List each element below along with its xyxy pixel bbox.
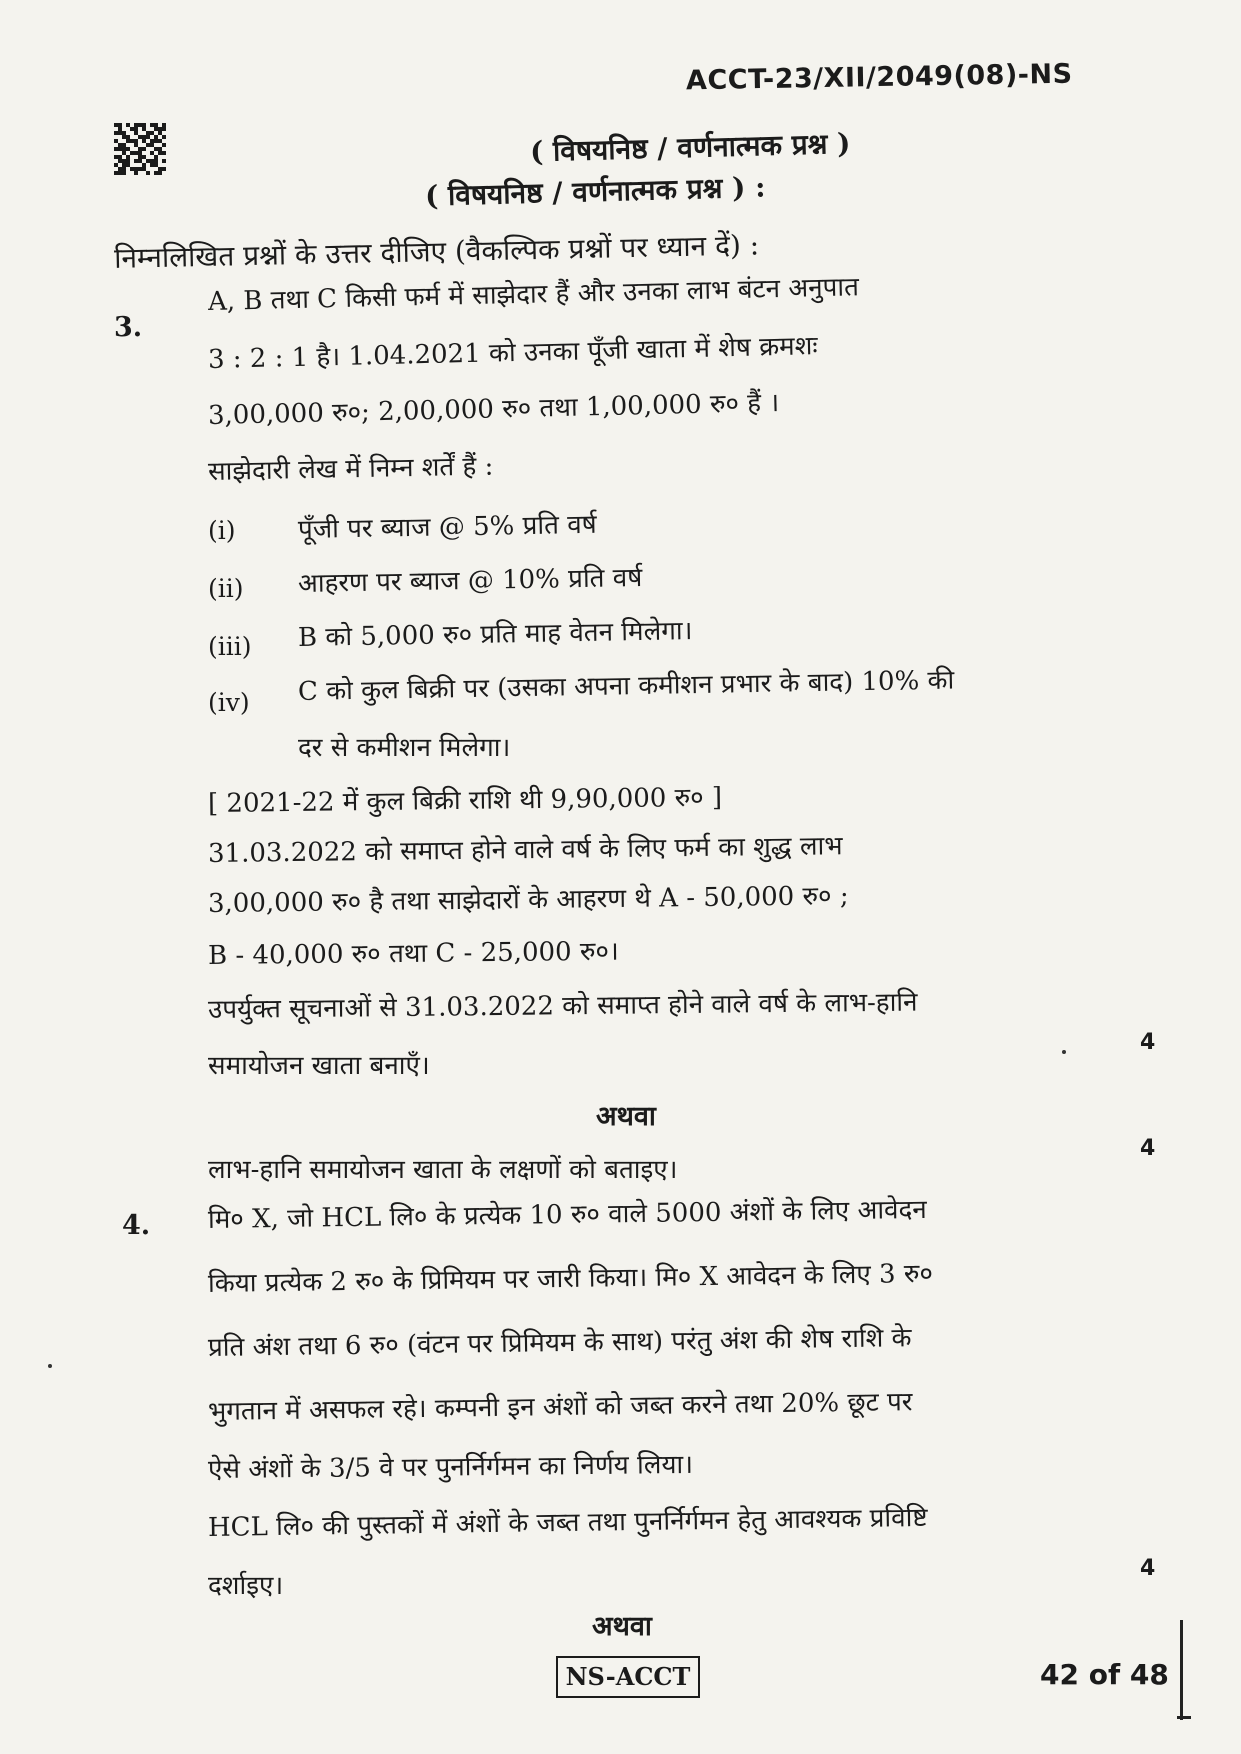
question-text-line: भुगतान में असफल रहे। कम्पनी इन अंशों को जब्त करने तथा 20% छूट पर xyxy=(207,1387,913,1427)
scan-speck xyxy=(48,1364,52,1368)
question-text-line: उपर्युक्त सूचनाओं से 31.03.2022 को समाप्त होने वाले वर्ष के लाभ-हानि xyxy=(207,987,918,1025)
or-separator: अथवा xyxy=(592,1611,652,1642)
marks: 4 xyxy=(1140,1556,1156,1581)
question-text-line: 3 : 2 : 1 है। 1.04.2021 को उनका पूँजी खाता में शेष क्रमशः xyxy=(207,331,818,375)
subject-code-box: NS-ACCT xyxy=(556,1656,700,1698)
item-numeral: (iv) xyxy=(208,688,250,717)
question-text-line: ऐसे अंशों के 3/5 वे पर पुनर्निर्गमन का निर्णय लिया। xyxy=(207,1449,694,1485)
question-text-line: मि० X, जो HCL लि० के प्रत्येक 10 रु० वाले 5000 अंशों के लिए आवेदन xyxy=(207,1194,927,1235)
section-title: ( विषयनिष्ठ / वर्णनात्मक प्रश्न ) : xyxy=(424,170,766,213)
condition-item: पूँजी पर ब्याज @ 5% प्रति वर्ष xyxy=(297,509,597,545)
section-title-top: ( विषयनिष्ठ / वर्णनात्मक प्रश्न ) xyxy=(529,126,851,169)
item-numeral: (i) xyxy=(208,516,236,545)
condition-item: B को 5,000 रु० प्रति माह वेतन मिलेगा। xyxy=(297,616,693,653)
question-text-line: 3,00,000 रु० है तथा साझेदारों के आहरण थे A - 50,000 रु० ; xyxy=(207,881,849,919)
question-text-line: HCL लि० की पुस्तकों में अंशों के जब्त तथा पुनर्निर्गमन हेतु आवश्यक प्रविष्टि xyxy=(207,1502,928,1543)
question-text-line: B - 40,000 रु० तथा C - 25,000 रु०। xyxy=(207,936,619,971)
alternative-question: लाभ-हानि समायोजन खाता के लक्षणों को बताइए। xyxy=(208,1155,678,1185)
condition-item: C को कुल बिक्री पर (उसका अपना कमीशन प्रभार के बाद) 10% की xyxy=(297,665,955,707)
question-text-line: दर्शाइए। xyxy=(208,1571,284,1601)
question-number: 3. xyxy=(114,312,143,343)
scan-edge-mark xyxy=(1177,1716,1191,1719)
scan-speck xyxy=(1062,1050,1066,1054)
question-number: 4. xyxy=(122,1210,151,1241)
or-separator: अथवा xyxy=(596,1101,656,1132)
question-text-line: साझेदारी लेख में निम्न शर्तें हैं : xyxy=(207,451,494,487)
condition-item-continued: दर से कमीशन मिलेगा। xyxy=(298,733,511,763)
scan-edge-mark xyxy=(1180,1620,1183,1720)
marks: 4 xyxy=(1140,1136,1156,1161)
item-numeral: (iii) xyxy=(208,632,252,661)
condition-item: आहरण पर ब्याज @ 10% प्रति वर्ष xyxy=(297,562,643,599)
question-text-line: 3,00,000 रु०; 2,00,000 रु० तथा 1,00,000 रु० हैं । xyxy=(207,388,780,431)
question-text-line: प्रति अंश तथा 6 रु० (वंटन पर प्रिमियम के साथ) परंतु अंश की शेष राशि के xyxy=(207,1323,912,1363)
page-number: 42 of 48 xyxy=(1040,1658,1169,1691)
question-text-line: किया प्रत्येक 2 रु० के प्रिमियम पर जारी किया। मि० X आवेदन के लिए 3 रु० xyxy=(207,1258,934,1299)
marks: 4 xyxy=(1140,1030,1156,1055)
question-text-line: [ 2021-22 में कुल बिक्री राशि थी 9,90,000 रु० ] xyxy=(207,782,723,819)
question-text-line: A, B तथा C किसी फर्म में साझेदार हैं और उनका लाभ बंटन अनुपात xyxy=(207,272,860,317)
question-text-line: 31.03.2022 को समाप्त होने वाले वर्ष के लिए फर्म का शुद्ध लाभ xyxy=(207,831,843,869)
item-numeral: (ii) xyxy=(208,574,244,603)
paper-code: ACCT-23/XII/2049(08)-NS xyxy=(686,58,1074,97)
qr-code-icon xyxy=(114,122,166,176)
question-text-line: समायोजन खाता बनाएँ। xyxy=(208,1051,430,1081)
instructions: निम्नलिखित प्रश्नों के उत्तर दीजिए (वैकल्पिक प्रश्नों पर ध्यान दें) : xyxy=(113,228,760,275)
